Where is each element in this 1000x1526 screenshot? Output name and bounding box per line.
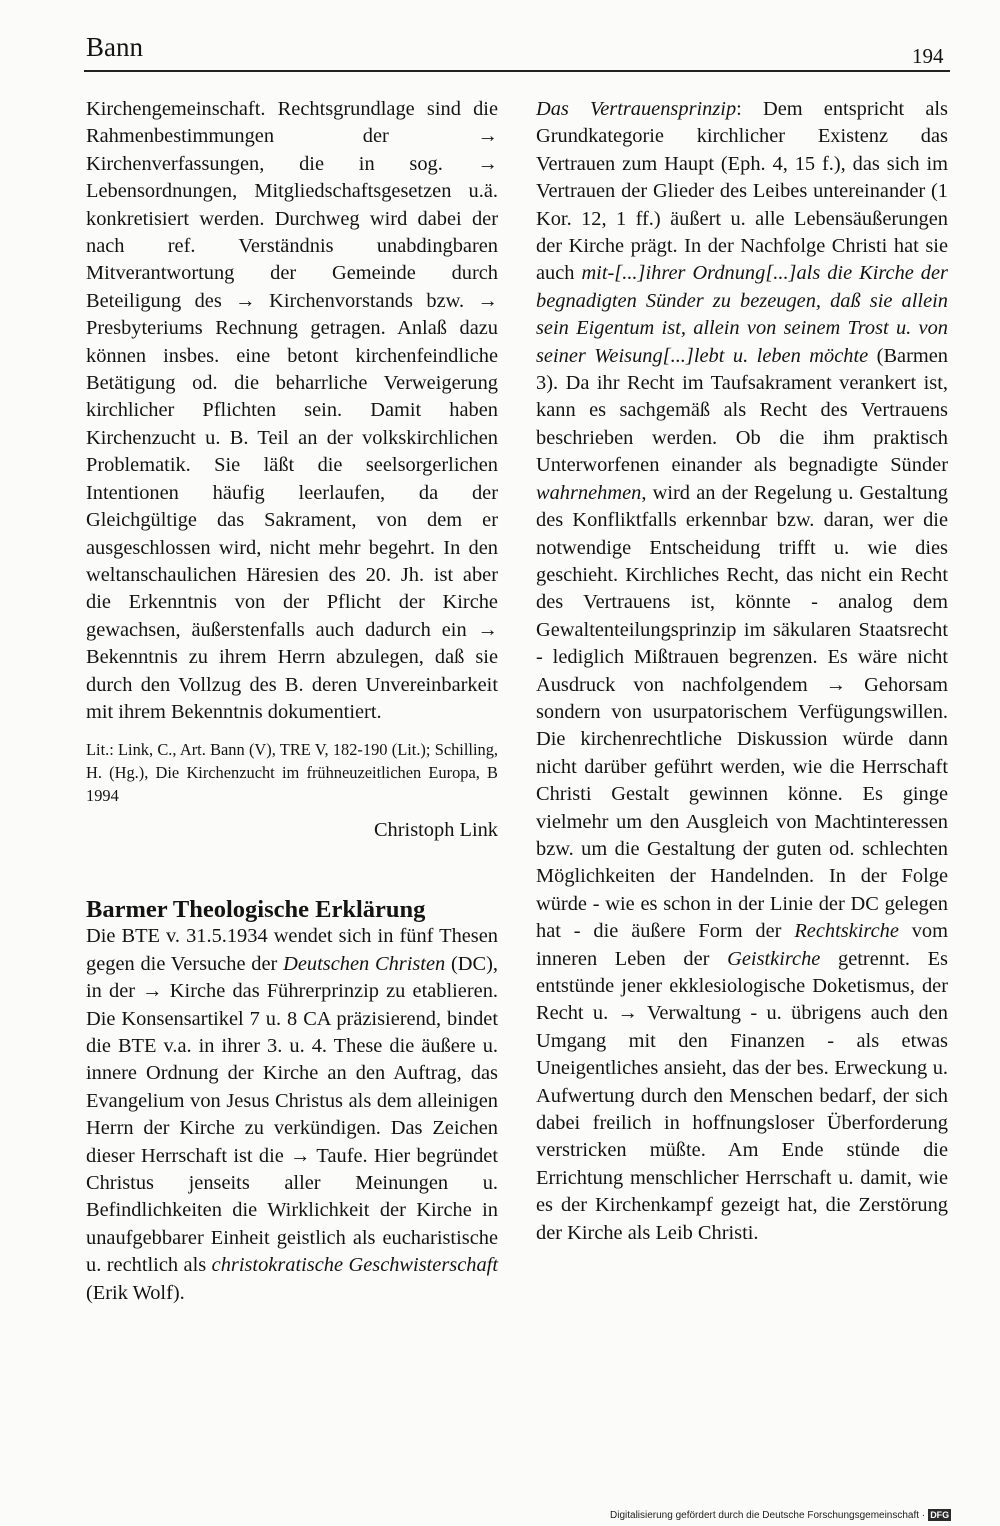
header-rule bbox=[84, 70, 950, 72]
running-header: Bann bbox=[86, 32, 143, 62]
author-signature: Christoph Link bbox=[373, 819, 498, 842]
literature-references: Lit.: Link, C., Art. Bann (V), TRE V, 182-190 (Lit.); Schilling, H. (Hg.), Die Kirchenzucht im frühneuzeitlichen Europa, B 1994 bbox=[86, 740, 498, 806]
section-label: Das Vertrauensprinzip bbox=[536, 98, 737, 120]
cross-reference-arrow: → bbox=[235, 289, 256, 312]
bann-entry-continuation: Kirchengemeinschaft. Rechtsgrundlage sind die Rahmenbestimmungen der → Kirchenverfassungen, die in sog. → Lebensordnungen, Mitgliedschaftsgesetzen u.ä. konkretisiert werden. Durchweg wird dabei der nach ref. Verständnis unabdingbaren Mitverantwortung der Gemeinde durch Beteiligung des → Kirchenvorstands bzw. → Presbyteriums Rechnung getragen. Anlaß dazu können insbes. eine betont kirchenfeindliche Betätigung od. die beharrliche Verweigerung kirchlicher Pflichten sein. Damit haben Kirchenzucht u. B. Teil an der volkskirchlichen Problematik. Sie läßt die seelsorgerlichen Intentionen häufig leerlaufen, da der Gleichgültige das Sakrament, von dem er ausgeschlossen wird, nicht mehr begehrt. In den weltanschaulichen Häresien des 20. Jh. ist aber die Erkenntnis von der Pflicht der Kirche gewachsen, äußerstenfalls auch dadurch ein → Bekenntnis zu ihrem Herrn abzulegen, daß sie durch den Vollzug des B. deren Unvereinbarkeit mit ihrem Bekenntnis dokumentiert. bbox=[86, 98, 498, 723]
cross-reference-arrow: → bbox=[477, 289, 498, 312]
cross-reference-arrow: → bbox=[825, 673, 847, 696]
cross-reference-arrow: → bbox=[477, 152, 498, 175]
page-number: 194 bbox=[912, 44, 944, 68]
cross-reference-arrow: → bbox=[617, 1002, 638, 1025]
entry-heading: Barmer Theologische Erklärung bbox=[86, 896, 426, 924]
right-column bbox=[536, 96, 948, 1247]
cross-reference-arrow: → bbox=[142, 980, 163, 1003]
barmen-quotation: mit-[...]ihrer Ordnung[...]als die Kirche der begnadigten Sünder zu bezeugen, daß sie allein sein Eigentum ist, allein von seinem Trost u. von seiner Weisung[...]lebt u. leben möchte bbox=[536, 262, 948, 367]
dfg-logo: DFG bbox=[930, 1510, 950, 1520]
cross-reference-arrow: → bbox=[477, 125, 498, 148]
left-column bbox=[86, 96, 498, 1307]
cross-reference-arrow: → bbox=[290, 1144, 311, 1167]
digitization-credit: Digitalisierung gefördert durch die Deutsche Forschungsgemeinschaft · DFG bbox=[610, 1510, 950, 1521]
vertrauensprinzip-paragraph: Das Vertrauensprinzip: Dem entspricht als Grundkategorie kirchlicher Existenz das Vertrauen zum Haupt (Eph. 4, 15 f.), das sich im Vertrauen der Glieder des Leibes untereinander (1 Kor. 12, 1 ff.) äußert u. alle Lebensäußerungen der Kirche prägt. In der Nachfolge Christi hat sie auch mit-[...]ihrer Ordnung[...]als die Kirche der begnadigten Sünder zu bezeugen, daß sie allein sein Eigentum ist, allein von seinem Trost u. von seiner Weisung[...]lebt u. leben möchte (Barmen 3). Da ihr Recht im Taufsakrament verankert ist, kann es sachgemäß als Recht des Vertrauens beschrieben werden. Ob die ihm praktisch Unterworfenen einander als begnadigte Sünder wahrnehmen, wird an der Regelung u. Gestaltung des Konfliktfalls erkennbar bzw. daran, wer die notwendige Entscheidung trifft u. wie dies geschieht. Kirchliches Recht, das nicht ein Recht des Vertrauens ist, könnte - analog dem Gewaltenteilungsprinzip im säkularen Staatsrecht - lediglich Mißtrauen begrenzen. Es wäre nicht Ausdruck von nachfolgendem → Gehorsam sondern von usurpatorischem Verfügungswillen. Die kirchenrechtliche Diskussion würde dann nicht darüber geführt werden, wie die Herrschaft Christi Gestalt gewinnen könne. Es ginge vielmehr um den Ausgleich von Machtinteressen bzw. um die Gestaltung der guten od. schlechten Möglichkeiten der Handelnden. In der Folge würde - wie es schon in der Linie der DC gelegen hat - die äußere Form der Rechtskirche vom inneren Leben der Geistkirche getrennt. Es entstünde jener ekklesiologische Doketismus, der Recht u. → Verwaltung - u. übrigens auch den Umgang mit den Finanzen - als etwas Uneigentliches ansieht, das der bes. Erweckung u. Aufwertung durch den Menschen bedarf, der sich dabei freilich in hoffnungsloser Überforderung verstricken müßte. Am Ende stünde die Errichtung menschlicher Herrschaft u. damit, wie es der Kirchenkampf gezeigt hat, die Zerstörung der Kirche als Leib Christi. bbox=[536, 98, 948, 1244]
cross-reference-arrow: → bbox=[477, 618, 498, 641]
barmen-entry-text: Die BTE v. 31.5.1934 wendet sich in fünf Thesen gegen die Versuche der Deutschen Christen (DC), in der → Kirche das Führerprinzip zu etablieren. Die Konsensartikel 7 u. 8 CA präzisierend, bindet die BTE v.a. in ihrer 3. u. 4. These die äußere u. innere Ordnung der Kirche an den Auftrag, das Evangelium von Jesus Christus als dem alleinigen Herrn der Kirche zu verkündigen. Das Zeichen dieser Herrschaft ist die → Taufe. Hier begründet Christus jenseits aller Meinungen u. Befindlichkeiten die Wirklichkeit der Kirche in unaufgebbarer Einheit geistlich als eucharistische u. rechtlich als christokratische Geschwisterschaft (Erik Wolf). bbox=[86, 925, 499, 1304]
